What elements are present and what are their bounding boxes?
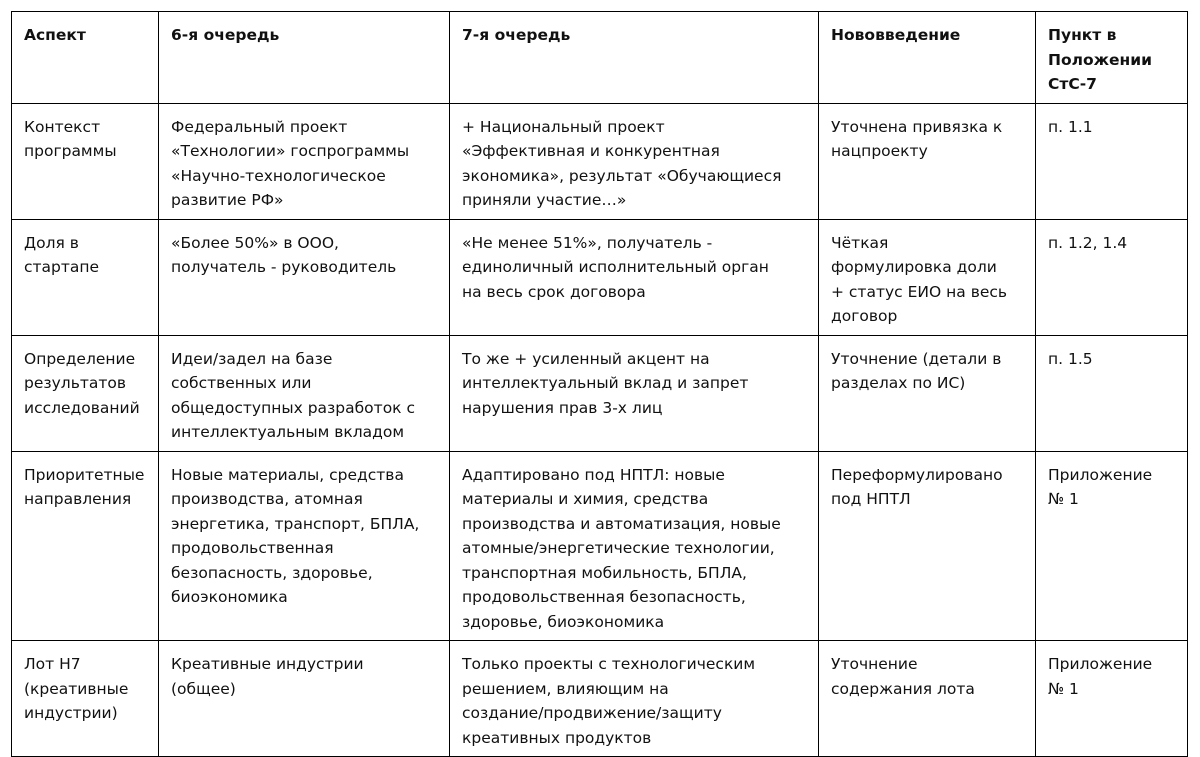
table-row bbox=[12, 219, 1188, 335]
header-innovation: Нововведение bbox=[819, 12, 1036, 104]
cell-aspect: Определение результатов исследований bbox=[12, 335, 159, 451]
header-aspect: Аспект bbox=[12, 12, 159, 104]
cell-queue-6: Креативные индустрии (общее) bbox=[159, 641, 450, 757]
cell-aspect: Приоритетные направления bbox=[12, 451, 159, 641]
cell-clause: п. 1.5 bbox=[1036, 335, 1188, 451]
table-row bbox=[12, 335, 1188, 451]
cell-clause: Приложение № 1 bbox=[1036, 451, 1188, 641]
table-header-row bbox=[12, 12, 1188, 104]
table-row bbox=[12, 103, 1188, 219]
cell-aspect: Доля в стартапе bbox=[12, 219, 159, 335]
cell-queue-6: «Более 50%» в ООО, получатель - руководитель bbox=[159, 219, 450, 335]
cell-queue-6: Федеральный проект «Технологии» госпрограммы «Научно-технологическое развитие РФ» bbox=[159, 103, 450, 219]
cell-queue-6: Новые материалы, средства производства, атомная энергетика, транспорт, БПЛА, продовольственная безопасность, здоровье, биоэкономика bbox=[159, 451, 450, 641]
header-queue-6: 6-я очередь bbox=[159, 12, 450, 104]
table-row bbox=[12, 451, 1188, 641]
cell-aspect: Лот Н7 (креативные индустрии) bbox=[12, 641, 159, 757]
cell-innovation: Переформулировано под НПТЛ bbox=[819, 451, 1036, 641]
table-row bbox=[12, 641, 1188, 757]
comparison-table-container bbox=[11, 11, 1187, 757]
comparison-table bbox=[11, 11, 1188, 757]
cell-clause: п. 1.2, 1.4 bbox=[1036, 219, 1188, 335]
cell-queue-7: «Не менее 51%», получатель - единоличный исполнительный орган на весь срок договора bbox=[450, 219, 819, 335]
cell-queue-7: То же + усиленный акцент на интеллектуальный вклад и запрет нарушения прав 3-х лиц bbox=[450, 335, 819, 451]
cell-innovation: Чёткая формулировка доли + статус ЕИО на весь договор bbox=[819, 219, 1036, 335]
cell-aspect: Контекст программы bbox=[12, 103, 159, 219]
cell-clause: Приложение № 1 bbox=[1036, 641, 1188, 757]
header-queue-7: 7-я очередь bbox=[450, 12, 819, 104]
cell-innovation: Уточнение (детали в разделах по ИС) bbox=[819, 335, 1036, 451]
cell-innovation: Уточнение содержания лота bbox=[819, 641, 1036, 757]
cell-queue-7: + Национальный проект «Эффективная и конкурентная экономика», результат «Обучающиеся приняли участие…» bbox=[450, 103, 819, 219]
cell-queue-7: Адаптировано под НПТЛ: новые материалы и химия, средства производства и автоматизация, новые атомные/энергетические технологии, транспортная мобильность, БПЛА, продовольственная безопасность, здоровье, биоэкономика bbox=[450, 451, 819, 641]
cell-innovation: Уточнена привязка к нацпроекту bbox=[819, 103, 1036, 219]
header-clause: Пункт в Положении СтС-7 bbox=[1036, 12, 1188, 104]
cell-queue-6: Идеи/задел на базе собственных или общедоступных разработок с интеллектуальным вкладом bbox=[159, 335, 450, 451]
cell-clause: п. 1.1 bbox=[1036, 103, 1188, 219]
cell-queue-7: Только проекты с технологическим решением, влияющим на создание/продвижение/защиту креативных продуктов bbox=[450, 641, 819, 757]
